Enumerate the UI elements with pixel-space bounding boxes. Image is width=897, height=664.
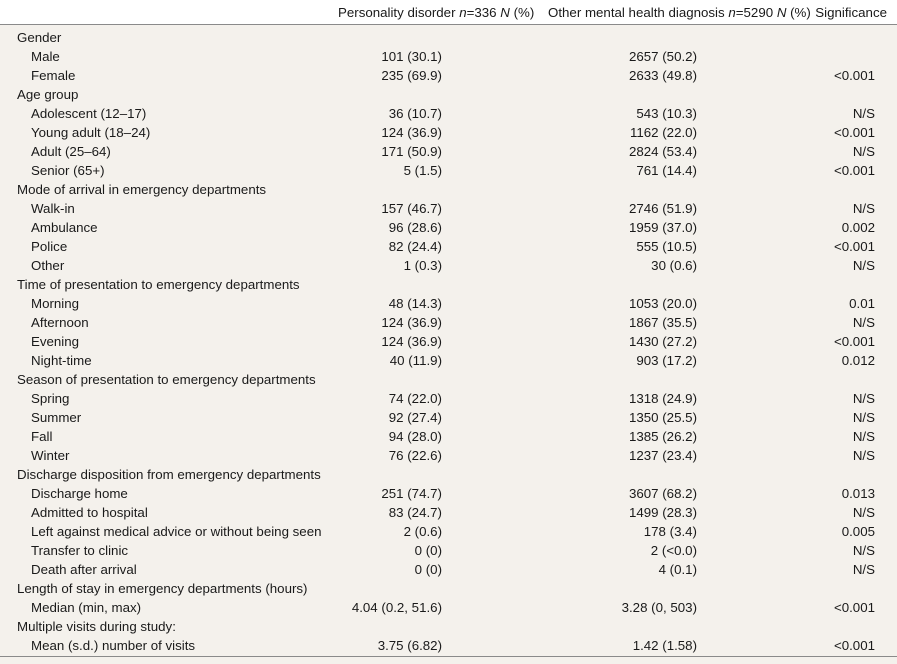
- cell-personality-disorder: 124 (36.9): [381, 125, 442, 140]
- cell-significance: N/S: [852, 258, 875, 273]
- row-label: Adolescent (12–17): [31, 106, 147, 121]
- row-label: Female: [31, 68, 76, 83]
- section-row: [0, 465, 897, 484]
- table-row: [0, 66, 897, 85]
- table-row: [0, 256, 897, 275]
- table-row: [0, 47, 897, 66]
- cell-significance: N/S: [852, 391, 875, 406]
- cell-significance: <0.001: [833, 125, 875, 140]
- section-row: [0, 275, 897, 294]
- header-significance: Significance: [815, 5, 887, 20]
- table-row: [0, 541, 897, 560]
- row-label: Male: [31, 49, 60, 64]
- cell-significance: 0.013: [841, 486, 875, 501]
- bottom-rule: [0, 656, 897, 657]
- table-row: [0, 123, 897, 142]
- table-row: [0, 484, 897, 503]
- cell-other-diagnosis: 1499 (28.3): [628, 505, 697, 520]
- cell-other-diagnosis: 2657 (50.2): [628, 49, 697, 64]
- cell-other-diagnosis: 30 (0.6): [651, 258, 697, 273]
- cell-significance: <0.001: [833, 239, 875, 254]
- row-label: Mean (s.d.) number of visits: [31, 638, 196, 653]
- cell-personality-disorder: 36 (10.7): [388, 106, 442, 121]
- row-label: Admitted to hospital: [31, 505, 148, 520]
- table-header: [0, 0, 897, 25]
- header-personality-disorder: Personality disorder n=336 N (%): [338, 5, 535, 20]
- row-label: Police: [31, 239, 68, 254]
- row-label: Median (min, max): [31, 600, 142, 615]
- section-row: [0, 579, 897, 598]
- cell-personality-disorder: 5 (1.5): [403, 163, 442, 178]
- cell-personality-disorder: 101 (30.1): [381, 49, 442, 64]
- cell-personality-disorder: 48 (14.3): [388, 296, 442, 311]
- cell-significance: N/S: [852, 448, 875, 463]
- cell-significance: N/S: [852, 315, 875, 330]
- row-label: Evening: [31, 334, 80, 349]
- cell-other-diagnosis: 3.28 (0, 503): [621, 600, 697, 615]
- table-row: [0, 199, 897, 218]
- row-label: Death after arrival: [31, 562, 137, 577]
- cell-other-diagnosis: 903 (17.2): [636, 353, 697, 368]
- table-row: [0, 142, 897, 161]
- cell-personality-disorder: 92 (27.4): [388, 410, 442, 425]
- cell-personality-disorder: 171 (50.9): [381, 144, 442, 159]
- cell-significance: N/S: [852, 106, 875, 121]
- table-row: [0, 560, 897, 579]
- header-other-diagnosis: Other mental health diagnosis n=5290 N (%): [548, 5, 811, 20]
- cell-significance: 0.005: [841, 524, 875, 539]
- row-label: Spring: [31, 391, 70, 406]
- row-label: Season of presentation to emergency departments: [17, 372, 316, 387]
- section-row: [0, 85, 897, 104]
- cell-significance: N/S: [852, 562, 875, 577]
- table-row: [0, 389, 897, 408]
- cell-personality-disorder: 2 (0.6): [403, 524, 442, 539]
- cell-other-diagnosis: 2633 (49.8): [628, 68, 697, 83]
- cell-significance: N/S: [852, 410, 875, 425]
- row-label: Left against medical advice or without being seen: [31, 524, 322, 539]
- cell-personality-disorder: 83 (24.7): [388, 505, 442, 520]
- row-label: Summer: [31, 410, 82, 425]
- row-label: Young adult (18–24): [31, 125, 151, 140]
- cell-other-diagnosis: 1.42 (1.58): [632, 638, 697, 653]
- cell-personality-disorder: 235 (69.9): [381, 68, 442, 83]
- cell-personality-disorder: 124 (36.9): [381, 334, 442, 349]
- table-row: [0, 294, 897, 313]
- cell-significance: 0.012: [841, 353, 875, 368]
- table-row: [0, 161, 897, 180]
- table-row: [0, 598, 897, 617]
- table-row: [0, 408, 897, 427]
- cell-significance: N/S: [852, 429, 875, 444]
- cell-other-diagnosis: 178 (3.4): [643, 524, 697, 539]
- cell-other-diagnosis: 1385 (26.2): [628, 429, 697, 444]
- table-body: [0, 25, 897, 655]
- cell-personality-disorder: 0 (0): [414, 562, 442, 577]
- cell-personality-disorder: 251 (74.7): [381, 486, 442, 501]
- section-row: [0, 617, 897, 636]
- cell-other-diagnosis: 1237 (23.4): [628, 448, 697, 463]
- row-label: Age group: [17, 87, 79, 102]
- row-label: Fall: [31, 429, 53, 444]
- cell-personality-disorder: 0 (0): [414, 543, 442, 558]
- row-label: Morning: [31, 296, 80, 311]
- table-row: [0, 104, 897, 123]
- cell-other-diagnosis: 1318 (24.9): [628, 391, 697, 406]
- cell-significance: <0.001: [833, 163, 875, 178]
- cell-significance: <0.001: [833, 68, 875, 83]
- cell-personality-disorder: 82 (24.4): [388, 239, 442, 254]
- row-label: Senior (65+): [31, 163, 105, 178]
- cell-personality-disorder: 124 (36.9): [381, 315, 442, 330]
- cell-personality-disorder: 94 (28.0): [388, 429, 442, 444]
- cell-significance: N/S: [852, 201, 875, 216]
- cell-other-diagnosis: 2824 (53.4): [628, 144, 697, 159]
- cell-personality-disorder: 1 (0.3): [403, 258, 442, 273]
- row-label: Mode of arrival in emergency departments: [17, 182, 267, 197]
- table-row: [0, 313, 897, 332]
- cell-other-diagnosis: 2746 (51.9): [628, 201, 697, 216]
- table-row: [0, 503, 897, 522]
- row-label: Discharge home: [31, 486, 128, 501]
- cell-personality-disorder: 76 (22.6): [388, 448, 442, 463]
- row-label: Discharge disposition from emergency departments: [17, 467, 321, 482]
- row-label: Length of stay in emergency departments (hours): [17, 581, 308, 596]
- row-label: Multiple visits during study:: [17, 619, 176, 634]
- cell-other-diagnosis: 555 (10.5): [636, 239, 697, 254]
- cell-significance: N/S: [852, 144, 875, 159]
- cell-significance: <0.001: [833, 600, 875, 615]
- cell-personality-disorder: 157 (46.7): [381, 201, 442, 216]
- cell-personality-disorder: 3.75 (6.82): [377, 638, 442, 653]
- row-label: Afternoon: [31, 315, 89, 330]
- cell-other-diagnosis: 4 (0.1): [658, 562, 697, 577]
- cell-other-diagnosis: 1350 (25.5): [628, 410, 697, 425]
- row-label: Transfer to clinic: [31, 543, 129, 558]
- cell-significance: 0.01: [849, 296, 875, 311]
- table-row: [0, 332, 897, 351]
- row-label: Time of presentation to emergency departments: [17, 277, 300, 292]
- row-label: Gender: [17, 30, 62, 45]
- cell-other-diagnosis: 1053 (20.0): [628, 296, 697, 311]
- row-label: Other: [31, 258, 65, 273]
- cell-personality-disorder: 74 (22.0): [388, 391, 442, 406]
- cell-significance: N/S: [852, 543, 875, 558]
- cell-other-diagnosis: 1430 (27.2): [628, 334, 697, 349]
- cell-other-diagnosis: 761 (14.4): [636, 163, 697, 178]
- cell-significance: <0.001: [833, 638, 875, 653]
- table-row: [0, 351, 897, 370]
- cell-significance: 0.002: [841, 220, 875, 235]
- cell-personality-disorder: 40 (11.9): [389, 353, 442, 368]
- section-row: [0, 370, 897, 389]
- section-row: [0, 28, 897, 47]
- row-label: Ambulance: [31, 220, 98, 235]
- row-label: Adult (25–64): [31, 144, 111, 159]
- cell-personality-disorder: 4.04 (0.2, 51.6): [351, 600, 442, 615]
- row-label: Night-time: [31, 353, 92, 368]
- cell-significance: N/S: [852, 505, 875, 520]
- cell-significance: <0.001: [833, 334, 875, 349]
- cell-other-diagnosis: 1959 (37.0): [628, 220, 697, 235]
- table-row: [0, 522, 897, 541]
- table-row: [0, 427, 897, 446]
- cell-personality-disorder: 96 (28.6): [388, 220, 442, 235]
- table-row: [0, 446, 897, 465]
- table-row: [0, 218, 897, 237]
- cell-other-diagnosis: 3607 (68.2): [628, 486, 697, 501]
- cell-other-diagnosis: 1867 (35.5): [628, 315, 697, 330]
- table-row: [0, 237, 897, 256]
- cell-other-diagnosis: 543 (10.3): [636, 106, 697, 121]
- row-label: Winter: [31, 448, 70, 463]
- row-label: Walk-in: [31, 201, 75, 216]
- cell-other-diagnosis: 1162 (22.0): [629, 125, 697, 140]
- cell-other-diagnosis: 2 (<0.0): [650, 543, 697, 558]
- section-row: [0, 180, 897, 199]
- table-row: [0, 636, 897, 655]
